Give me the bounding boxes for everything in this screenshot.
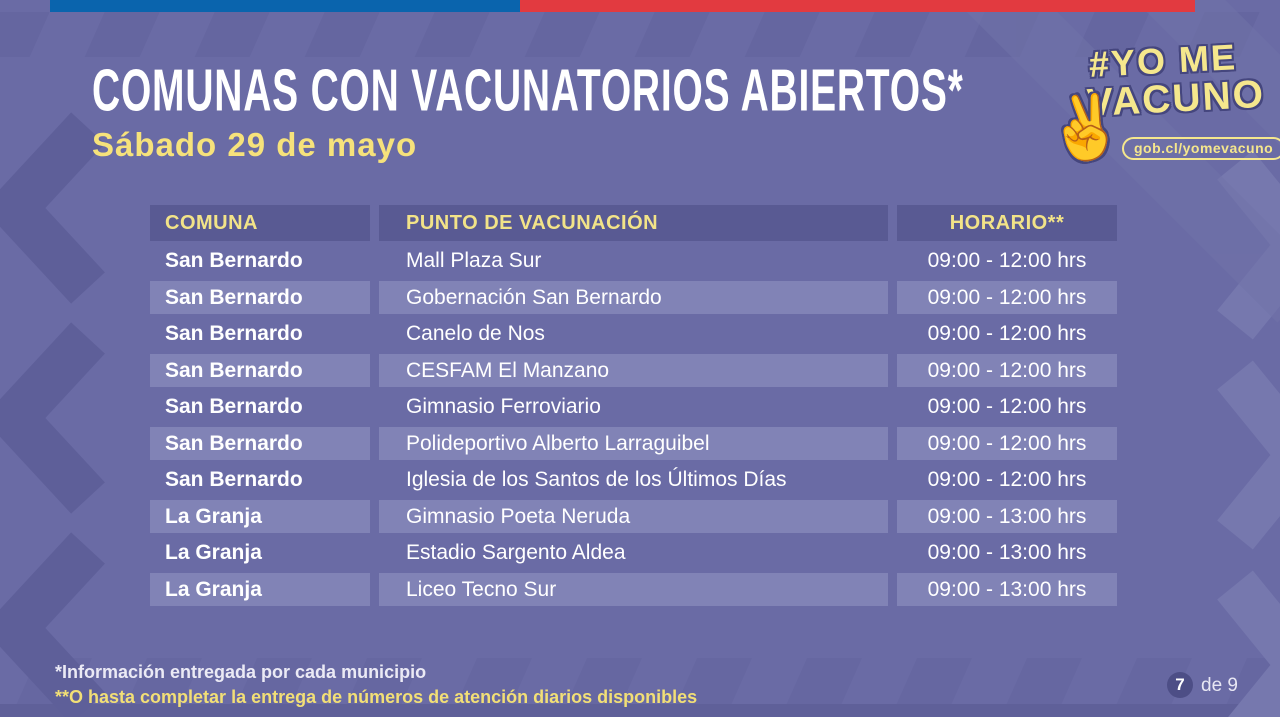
row-6-horario: 09:00 - 12:00 hrs bbox=[897, 427, 1117, 460]
campaign-url-pill: gob.cl/yomevacuno bbox=[1122, 137, 1280, 160]
page-title: COMUNAS CON VACUNATORIOS ABIERTOS* bbox=[92, 57, 964, 124]
row-3-punto: Canelo de Nos bbox=[406, 322, 545, 345]
vaccination-table bbox=[150, 205, 1117, 606]
column-header-comuna: COMUNA bbox=[150, 205, 370, 241]
victory-hand-icon: ✌ bbox=[1038, 85, 1131, 172]
footnote-municipio: *Información entregada por cada municipio bbox=[55, 662, 427, 682]
row-10-horario: 09:00 - 13:00 hrs bbox=[897, 573, 1117, 606]
page-subtitle: Sábado 29 de mayo bbox=[92, 126, 418, 163]
row-5-punto: Gimnasio Ferroviario bbox=[406, 395, 601, 418]
flag-stripe-red bbox=[520, 0, 1195, 12]
row-3-horario: 09:00 - 12:00 hrs bbox=[927, 322, 1087, 345]
row-2-comuna: San Bernardo bbox=[150, 281, 370, 314]
column-header-punto: PUNTO DE VACUNACIÓN bbox=[379, 205, 888, 241]
row-9-punto: Estadio Sargento Aldea bbox=[406, 541, 626, 564]
row-7-comuna: San Bernardo bbox=[165, 468, 303, 491]
row-9-comuna: La Granja bbox=[165, 541, 262, 564]
row-4-horario: 09:00 - 12:00 hrs bbox=[897, 354, 1117, 387]
row-1-comuna: San Bernardo bbox=[165, 249, 303, 272]
row-10-comuna: La Granja bbox=[150, 573, 370, 606]
row-5-horario: 09:00 - 12:00 hrs bbox=[927, 395, 1087, 418]
row-8-horario: 09:00 - 13:00 hrs bbox=[897, 500, 1117, 533]
logo-text-line1: #YO ME bbox=[1087, 36, 1238, 85]
row-2-horario: 09:00 - 12:00 hrs bbox=[897, 281, 1117, 314]
row-4-punto: CESFAM El Manzano bbox=[379, 354, 888, 387]
row-5-comuna: San Bernardo bbox=[165, 395, 303, 418]
row-1-horario: 09:00 - 12:00 hrs bbox=[927, 249, 1087, 272]
row-3-comuna: San Bernardo bbox=[165, 322, 303, 345]
row-6-punto: Polideportivo Alberto Larraguibel bbox=[379, 427, 888, 460]
footnote-numeros: **O hasta completar la entrega de números de atención diarios disponibles bbox=[55, 687, 698, 707]
page-total-label: de 9 bbox=[1201, 675, 1238, 696]
row-2-punto: Gobernación San Bernardo bbox=[379, 281, 888, 314]
row-10-punto: Liceo Tecno Sur bbox=[379, 573, 888, 606]
row-7-horario: 09:00 - 12:00 hrs bbox=[927, 468, 1087, 491]
row-7-punto: Iglesia de los Santos de los Últimos Días bbox=[406, 468, 787, 491]
flag-stripe-blue bbox=[50, 0, 520, 12]
row-4-comuna: San Bernardo bbox=[150, 354, 370, 387]
row-9-horario: 09:00 - 13:00 hrs bbox=[927, 541, 1087, 564]
row-6-comuna: San Bernardo bbox=[150, 427, 370, 460]
column-header-horario: HORARIO** bbox=[897, 205, 1117, 241]
row-8-punto: Gimnasio Poeta Neruda bbox=[379, 500, 888, 533]
row-8-comuna: La Granja bbox=[150, 500, 370, 533]
row-1-punto: Mall Plaza Sur bbox=[406, 249, 542, 272]
page-number-badge: 7 bbox=[1167, 672, 1193, 698]
logo-text-line2: VACUNO bbox=[1085, 72, 1267, 126]
